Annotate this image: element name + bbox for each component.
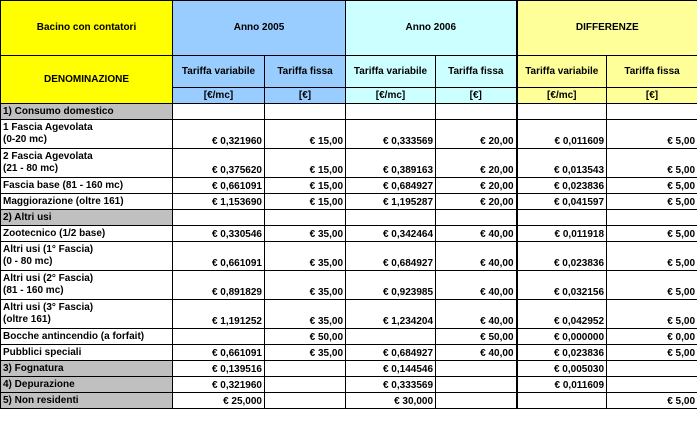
cell-fissa-2005: € 15,00 bbox=[265, 178, 346, 194]
cell-fissa-diff: € 5,00 bbox=[607, 271, 697, 300]
cell-fissa-2006: € 40,00 bbox=[436, 300, 517, 329]
cell-fissa-2005: € 15,00 bbox=[265, 120, 346, 149]
cell-fissa-diff: € 5,00 bbox=[607, 393, 697, 409]
cell-fissa-diff: € 5,00 bbox=[607, 149, 697, 178]
table-row bbox=[1, 345, 697, 361]
group-header-2005: Anno 2005 bbox=[173, 1, 346, 56]
row-label bbox=[1, 104, 173, 120]
cell-fissa-2005: € 35,00 bbox=[265, 242, 346, 271]
cell-variabile-2006: € 0,342464 bbox=[346, 226, 436, 242]
row-label-line1: 2 Fascia Agevolata bbox=[3, 151, 93, 162]
subheader-variabile-2005: Tariffa variabile bbox=[173, 56, 265, 88]
cell-variabile-2006: € 1,195287 bbox=[346, 194, 436, 210]
row-label-line1: Zootecnico (1/2 base) bbox=[3, 227, 106, 239]
cell-fissa-diff: € 5,00 bbox=[607, 178, 697, 194]
table-row bbox=[1, 149, 697, 178]
cell-fissa-2006 bbox=[436, 393, 517, 409]
cell-variabile-diff: € 0,005030 bbox=[517, 361, 607, 377]
cell-fissa-2006 bbox=[436, 104, 517, 120]
cell-fissa-2006: € 40,00 bbox=[436, 345, 517, 361]
cell-fissa-2005 bbox=[265, 393, 346, 409]
cell-fissa-2005: € 35,00 bbox=[265, 226, 346, 242]
cell-variabile-2005: € 0,321960 bbox=[173, 120, 265, 149]
cell-fissa-2006: € 40,00 bbox=[436, 271, 517, 300]
cell-variabile-2005 bbox=[173, 210, 265, 226]
unit-variabile-2006: [€/mc] bbox=[346, 88, 436, 104]
group-header-2006: Anno 2006 bbox=[346, 1, 517, 56]
table-row bbox=[1, 226, 697, 242]
cell-fissa-2005: € 35,00 bbox=[265, 300, 346, 329]
row-label-line1: 3) Fognatura bbox=[3, 362, 64, 374]
cell-fissa-2005 bbox=[265, 361, 346, 377]
subheader-variabile-2006: Tariffa variabile bbox=[346, 56, 436, 88]
row-label-line1: 1 Fascia Agevolata bbox=[3, 122, 93, 133]
cell-variabile-2006: € 0,684927 bbox=[346, 345, 436, 361]
row-label-line1: Altri usi (2° Fascia) bbox=[3, 273, 94, 284]
cell-fissa-diff: € 5,00 bbox=[607, 300, 697, 329]
cell-variabile-2006: € 0,333569 bbox=[346, 377, 436, 393]
table-row bbox=[1, 329, 697, 345]
table-row bbox=[1, 393, 697, 409]
table-row bbox=[1, 210, 697, 226]
row-label bbox=[1, 393, 173, 409]
cell-variabile-diff bbox=[517, 210, 607, 226]
cell-variabile-2005: € 0,375620 bbox=[173, 149, 265, 178]
row-label-line1: 4) Depurazione bbox=[3, 378, 75, 390]
table-row bbox=[1, 361, 697, 377]
cell-fissa-diff bbox=[607, 210, 697, 226]
cell-variabile-2006 bbox=[346, 104, 436, 120]
cell-variabile-2005: € 0,891829 bbox=[173, 271, 265, 300]
cell-variabile-2005: € 1,153690 bbox=[173, 194, 265, 210]
cell-fissa-2005 bbox=[265, 104, 346, 120]
cell-variabile-2005: € 0,330546 bbox=[173, 226, 265, 242]
subheader-fissa-2005: Tariffa fissa bbox=[265, 56, 346, 88]
cell-fissa-diff: € 5,00 bbox=[607, 194, 697, 210]
cell-variabile-diff: € 0,013543 bbox=[517, 149, 607, 178]
cell-fissa-diff: € 5,00 bbox=[607, 345, 697, 361]
table-row bbox=[1, 271, 697, 300]
table-title: Bacino con contatori bbox=[1, 1, 173, 56]
cell-fissa-2005: € 15,00 bbox=[265, 194, 346, 210]
subheader-variabile-diff: Tariffa variabile bbox=[517, 56, 607, 88]
row-label-line2: (0-20 mc) bbox=[3, 134, 47, 145]
cell-fissa-2006 bbox=[436, 377, 517, 393]
row-label bbox=[1, 271, 173, 300]
cell-fissa-diff: € 0,00 bbox=[607, 329, 697, 345]
cell-variabile-diff: € 0,011609 bbox=[517, 377, 607, 393]
row-label-line2: (oltre 161) bbox=[3, 314, 51, 325]
cell-fissa-diff: € 5,00 bbox=[607, 226, 697, 242]
cell-variabile-diff: € 0,032156 bbox=[517, 271, 607, 300]
cell-variabile-diff: € 0,023836 bbox=[517, 178, 607, 194]
row-label-line1: Pubblici speciali bbox=[3, 346, 82, 358]
cell-variabile-2006: € 30,000 bbox=[346, 393, 436, 409]
cell-variabile-2005 bbox=[173, 104, 265, 120]
cell-variabile-2005: € 0,139516 bbox=[173, 361, 265, 377]
unit-variabile-2005: [€/mc] bbox=[173, 88, 265, 104]
cell-variabile-2006: € 0,684927 bbox=[346, 242, 436, 271]
subheader-fissa-2006: Tariffa fissa bbox=[436, 56, 517, 88]
cell-fissa-2006: € 20,00 bbox=[436, 178, 517, 194]
row-label bbox=[1, 149, 173, 178]
cell-fissa-2006 bbox=[436, 210, 517, 226]
cell-variabile-2006 bbox=[346, 329, 436, 345]
cell-fissa-2006: € 50,00 bbox=[436, 329, 517, 345]
row-label-line2: (81 - 160 mc) bbox=[3, 285, 64, 296]
cell-fissa-2006 bbox=[436, 361, 517, 377]
cell-variabile-2006: € 0,389163 bbox=[346, 149, 436, 178]
row-label-line1: 5) Non residenti bbox=[3, 394, 79, 406]
cell-variabile-diff bbox=[517, 393, 607, 409]
cell-variabile-diff: € 0,023836 bbox=[517, 242, 607, 271]
cell-fissa-diff bbox=[607, 377, 697, 393]
table-row bbox=[1, 178, 697, 194]
cell-fissa-2006: € 20,00 bbox=[436, 194, 517, 210]
row-label bbox=[1, 242, 173, 271]
row-label bbox=[1, 178, 173, 194]
cell-fissa-2005 bbox=[265, 210, 346, 226]
row-label-line1: Altri usi (3° Fascia) bbox=[3, 302, 94, 313]
row-label-line1: Altri usi (1° Fascia) bbox=[3, 244, 94, 255]
unit-fissa-diff: [€] bbox=[607, 88, 697, 104]
subheader-fissa-diff: Tariffa fissa bbox=[607, 56, 697, 88]
cell-variabile-2006: € 0,333569 bbox=[346, 120, 436, 149]
cell-variabile-diff: € 0,011918 bbox=[517, 226, 607, 242]
cell-variabile-diff: € 0,041597 bbox=[517, 194, 607, 210]
table-row bbox=[1, 194, 697, 210]
cell-variabile-2005: € 0,661091 bbox=[173, 178, 265, 194]
cell-variabile-2006: € 0,144546 bbox=[346, 361, 436, 377]
table-row bbox=[1, 377, 697, 393]
row-label bbox=[1, 300, 173, 329]
cell-fissa-diff: € 5,00 bbox=[607, 242, 697, 271]
group-header-differenze: DIFFERENZE bbox=[517, 1, 697, 56]
row-label-line1: Maggiorazione (oltre 161) bbox=[3, 195, 124, 207]
cell-variabile-2006: € 0,923985 bbox=[346, 271, 436, 300]
cell-variabile-2006 bbox=[346, 210, 436, 226]
cell-variabile-2005: € 25,000 bbox=[173, 393, 265, 409]
cell-fissa-diff bbox=[607, 104, 697, 120]
row-label-line2: (0 - 80 mc) bbox=[3, 256, 53, 267]
cell-variabile-diff: € 0,042952 bbox=[517, 300, 607, 329]
cell-variabile-diff: € 0,000000 bbox=[517, 329, 607, 345]
row-label-line1: Bocche antincendio (a forfait) bbox=[3, 330, 145, 342]
row-label-line1: Fascia base (81 - 160 mc) bbox=[3, 179, 124, 191]
denominazione-header: DENOMINAZIONE bbox=[1, 56, 173, 104]
row-label bbox=[1, 361, 173, 377]
cell-variabile-diff bbox=[517, 104, 607, 120]
row-label bbox=[1, 345, 173, 361]
cell-variabile-2005: € 0,661091 bbox=[173, 345, 265, 361]
cell-fissa-2005: € 35,00 bbox=[265, 271, 346, 300]
row-label bbox=[1, 226, 173, 242]
cell-variabile-2005: € 0,661091 bbox=[173, 242, 265, 271]
unit-fissa-2005: [€] bbox=[265, 88, 346, 104]
row-label bbox=[1, 329, 173, 345]
unit-fissa-2006: [€] bbox=[436, 88, 517, 104]
table-row bbox=[1, 242, 697, 271]
cell-fissa-2006: € 20,00 bbox=[436, 120, 517, 149]
row-label bbox=[1, 377, 173, 393]
cell-fissa-2005: € 50,00 bbox=[265, 329, 346, 345]
cell-variabile-2006: € 1,234204 bbox=[346, 300, 436, 329]
cell-fissa-2005 bbox=[265, 377, 346, 393]
cell-fissa-diff: € 5,00 bbox=[607, 120, 697, 149]
cell-fissa-2006: € 20,00 bbox=[436, 149, 517, 178]
cell-fissa-2005: € 35,00 bbox=[265, 345, 346, 361]
row-label bbox=[1, 120, 173, 149]
cell-variabile-2005: € 1,191252 bbox=[173, 300, 265, 329]
cell-variabile-diff: € 0,011609 bbox=[517, 120, 607, 149]
cell-variabile-2006: € 0,684927 bbox=[346, 178, 436, 194]
row-label bbox=[1, 210, 173, 226]
cell-fissa-2006: € 40,00 bbox=[436, 226, 517, 242]
cell-variabile-2005 bbox=[173, 329, 265, 345]
row-label bbox=[1, 194, 173, 210]
cell-variabile-2005: € 0,321960 bbox=[173, 377, 265, 393]
row-label-line1: 2) Altri usi bbox=[3, 211, 52, 223]
table-row bbox=[1, 104, 697, 120]
row-label-line2: (21 - 80 mc) bbox=[3, 163, 59, 174]
unit-variabile-diff: [€/mc] bbox=[517, 88, 607, 104]
cell-variabile-diff: € 0,023836 bbox=[517, 345, 607, 361]
table-row bbox=[1, 300, 697, 329]
cell-fissa-diff bbox=[607, 361, 697, 377]
cell-fissa-2005: € 15,00 bbox=[265, 149, 346, 178]
row-label-line1: 1) Consumo domestico bbox=[3, 105, 114, 117]
cell-fissa-2006: € 40,00 bbox=[436, 242, 517, 271]
table-row bbox=[1, 120, 697, 149]
